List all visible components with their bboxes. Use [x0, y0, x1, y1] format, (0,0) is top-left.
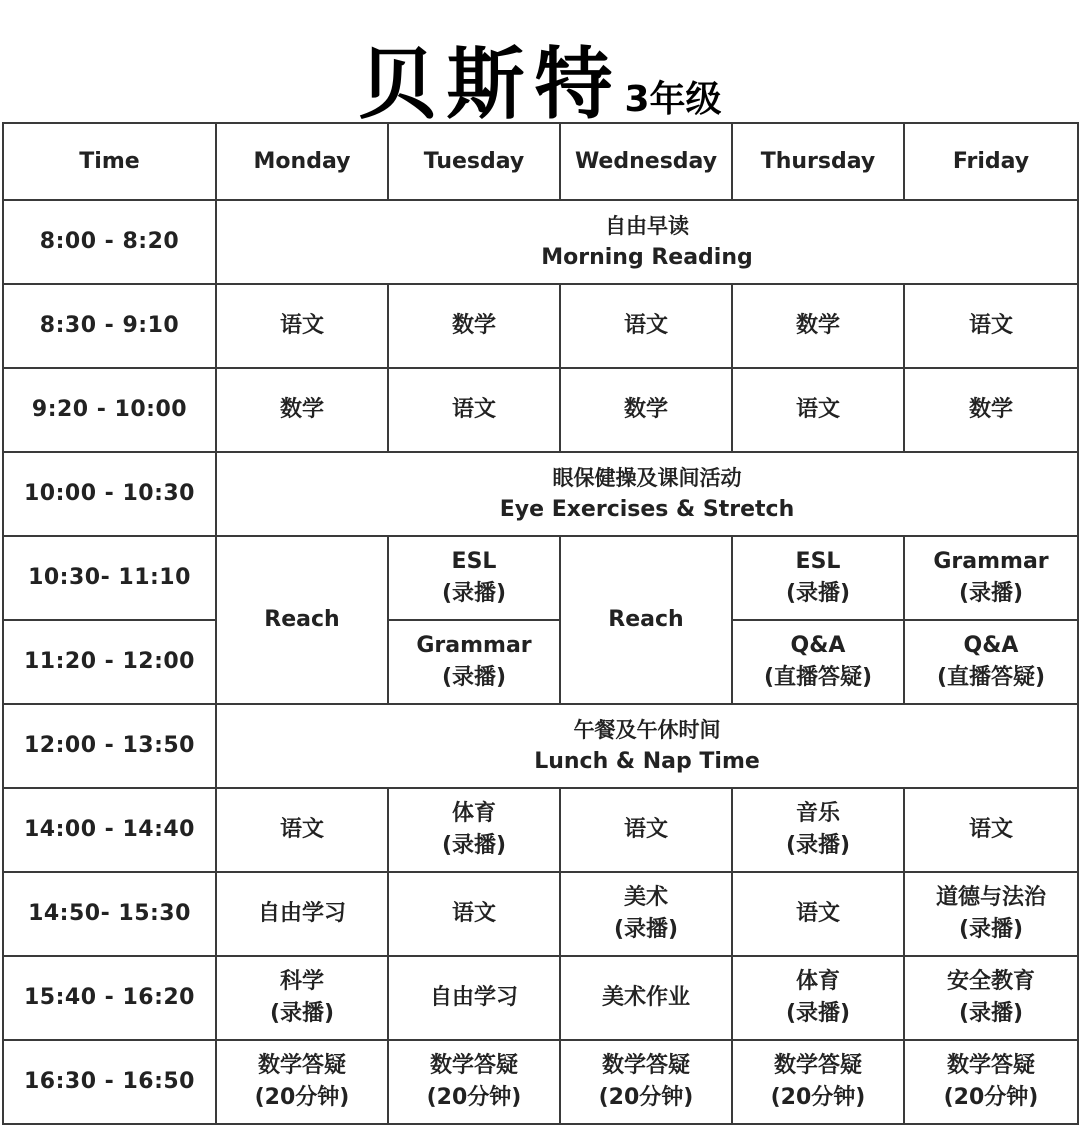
column-header-thursday: Thursday — [732, 123, 904, 200]
class-note: (录播) — [441, 665, 507, 690]
class-name: 道德与法治 — [935, 885, 1046, 910]
class-name: ESL — [795, 549, 841, 574]
class-name: ESL — [451, 549, 497, 574]
merged-activity-cell — [216, 704, 1078, 788]
header-row — [3, 123, 1078, 200]
table-row — [3, 620, 1078, 704]
class-cell-wednesday: 美术作业 — [560, 956, 732, 1040]
class-name: 数学答疑 — [257, 1053, 346, 1078]
class-cell-tuesday — [388, 620, 560, 704]
table-row — [3, 452, 1078, 536]
class-name: 数学答疑 — [946, 1053, 1035, 1078]
class-name: 体育 — [451, 801, 496, 826]
table-row — [3, 788, 1078, 872]
column-header-wednesday: Wednesday — [560, 123, 732, 200]
class-cell-tuesday: 自由学习 — [388, 956, 560, 1040]
class-cell-wednesday — [560, 872, 732, 956]
class-cell-thursday — [732, 956, 904, 1040]
table-row — [3, 284, 1078, 368]
class-note: (20分钟) — [770, 1085, 866, 1110]
activity-en: Eye Exercises & Stretch — [499, 497, 795, 522]
page-title — [0, 22, 1080, 130]
class-name: 音乐 — [795, 801, 840, 826]
class-cell-friday — [904, 536, 1078, 620]
class-cell-tuesday: 语文 — [388, 368, 560, 452]
class-note: (录播) — [441, 581, 507, 606]
column-header-monday: Monday — [216, 123, 388, 200]
class-cell-friday: 语文 — [904, 284, 1078, 368]
class-note: (直播答疑) — [763, 665, 873, 690]
table-row — [3, 872, 1078, 956]
class-name: Q&A — [790, 633, 846, 658]
class-cell-wednesday: 语文 — [560, 284, 732, 368]
class-name: 美术 — [623, 885, 668, 910]
column-header-time: Time — [3, 123, 216, 200]
grade-label: 3年级 — [624, 79, 722, 120]
time-cell: 8:30 - 9:10 — [3, 284, 216, 368]
class-cell-monday: 语文 — [216, 788, 388, 872]
class-cell-friday: 数学 — [904, 368, 1078, 452]
table-row — [3, 704, 1078, 788]
class-cell-thursday: 语文 — [732, 368, 904, 452]
class-cell-monday — [216, 956, 388, 1040]
class-name: Grammar — [416, 633, 532, 658]
class-cell-wednesday — [560, 1040, 732, 1124]
class-name: 数学答疑 — [429, 1053, 518, 1078]
class-note: (20分钟) — [598, 1085, 694, 1110]
class-cell-thursday — [732, 536, 904, 620]
class-cell-thursday: 语文 — [732, 872, 904, 956]
class-name: 安全教育 — [946, 969, 1035, 994]
time-cell: 9:20 - 10:00 — [3, 368, 216, 452]
class-cell-wednesday: 语文 — [560, 788, 732, 872]
activity-zh: 午餐及午休时间 — [573, 718, 721, 742]
class-name: 数学答疑 — [601, 1053, 690, 1078]
class-note: (录播) — [269, 1001, 335, 1026]
class-cell-friday — [904, 1040, 1078, 1124]
class-note: (20分钟) — [943, 1085, 1039, 1110]
class-cell-monday: Reach — [216, 536, 388, 704]
table-row — [3, 536, 1078, 620]
time-cell: 10:00 - 10:30 — [3, 452, 216, 536]
class-cell-tuesday — [388, 1040, 560, 1124]
column-header-friday: Friday — [904, 123, 1078, 200]
class-cell-tuesday — [388, 536, 560, 620]
school-name: 贝斯特 — [358, 40, 623, 130]
class-note: (录播) — [785, 833, 851, 858]
class-note: (20分钟) — [426, 1085, 522, 1110]
time-cell: 8:00 - 8:20 — [3, 200, 216, 284]
timetable — [2, 122, 1079, 1125]
merged-activity-cell — [216, 452, 1078, 536]
class-note: (录播) — [441, 833, 507, 858]
class-cell-tuesday: 语文 — [388, 872, 560, 956]
class-name: 科学 — [279, 969, 324, 994]
time-cell: 14:50- 15:30 — [3, 872, 216, 956]
class-cell-thursday — [732, 1040, 904, 1124]
activity-zh: 眼保健操及课间活动 — [552, 466, 742, 490]
activity-en: Lunch & Nap Time — [534, 749, 760, 774]
class-cell-monday: 数学 — [216, 368, 388, 452]
class-name: 数学答疑 — [773, 1053, 862, 1078]
class-note: (20分钟) — [254, 1085, 350, 1110]
activity-en: Morning Reading — [541, 245, 753, 270]
class-cell-friday — [904, 620, 1078, 704]
class-note: (录播) — [958, 917, 1024, 942]
class-cell-monday — [216, 1040, 388, 1124]
class-cell-friday — [904, 872, 1078, 956]
class-note: (录播) — [785, 581, 851, 606]
time-cell: 15:40 - 16:20 — [3, 956, 216, 1040]
class-name: Grammar — [933, 549, 1049, 574]
time-cell: 16:30 - 16:50 — [3, 1040, 216, 1124]
class-cell-wednesday: Reach — [560, 536, 732, 704]
table-row — [3, 956, 1078, 1040]
merged-activity-cell — [216, 200, 1078, 284]
time-cell: 12:00 - 13:50 — [3, 704, 216, 788]
time-cell: 11:20 - 12:00 — [3, 620, 216, 704]
activity-zh: 自由早读 — [605, 214, 689, 238]
class-name: 体育 — [795, 969, 840, 994]
class-cell-monday: 语文 — [216, 284, 388, 368]
table-row — [3, 1040, 1078, 1124]
class-note: (录播) — [958, 581, 1024, 606]
class-name: Q&A — [963, 633, 1019, 658]
class-cell-monday: 自由学习 — [216, 872, 388, 956]
class-cell-thursday — [732, 788, 904, 872]
class-cell-thursday: 数学 — [732, 284, 904, 368]
class-cell-friday — [904, 956, 1078, 1040]
class-note: (录播) — [613, 917, 679, 942]
class-cell-wednesday: 数学 — [560, 368, 732, 452]
class-note: (录播) — [958, 1001, 1024, 1026]
class-cell-friday: 语文 — [904, 788, 1078, 872]
class-note: (录播) — [785, 1001, 851, 1026]
table-row — [3, 200, 1078, 284]
table-row — [3, 368, 1078, 452]
column-header-tuesday: Tuesday — [388, 123, 560, 200]
class-cell-tuesday — [388, 788, 560, 872]
time-cell: 14:00 - 14:40 — [3, 788, 216, 872]
time-cell: 10:30- 11:10 — [3, 536, 216, 620]
class-cell-tuesday: 数学 — [388, 284, 560, 368]
class-cell-thursday — [732, 620, 904, 704]
class-note: (直播答疑) — [936, 665, 1046, 690]
